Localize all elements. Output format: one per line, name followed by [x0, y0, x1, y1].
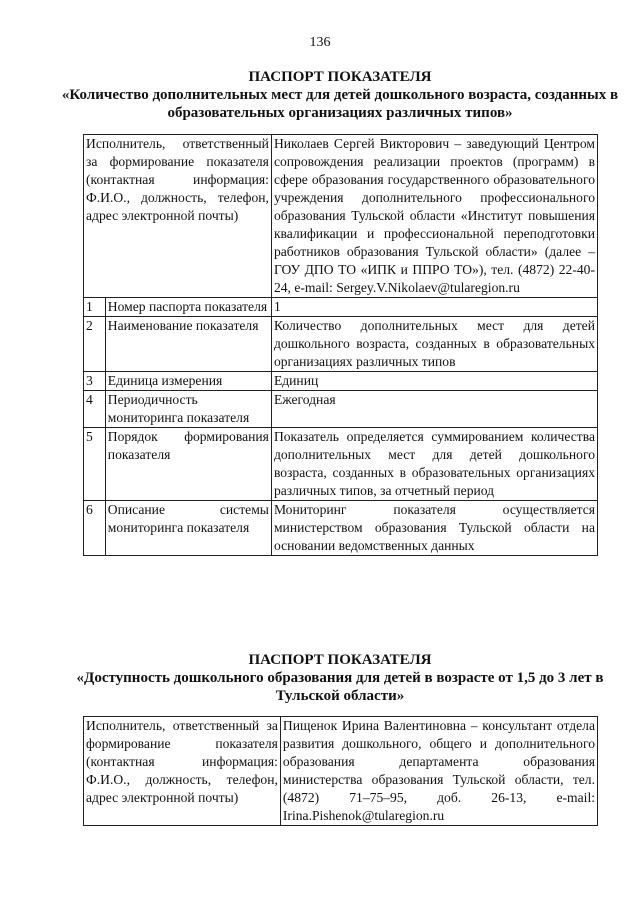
row-value: Ежегодная — [271, 391, 597, 428]
row-value: 1 — [271, 298, 597, 317]
passport1-subtitle: «Количество дополнительных мест для детей дошкольного возраста, созданных в образовательных организациях различных типов» — [61, 87, 619, 121]
row-value: Единиц — [271, 372, 597, 391]
row-label: Описание системы мониторинга показателя — [105, 501, 271, 556]
row-number: 3 — [84, 372, 106, 391]
row-label: Порядок формирования показателя — [105, 428, 271, 501]
row-number: 5 — [84, 428, 106, 501]
passport1-table — [83, 134, 598, 556]
row-value: Показатель определяется суммированием количества дополнительных мест для детей дошкольного возраста, созданных в образовательных организациях различных типов, за отчетный период — [271, 428, 597, 501]
executor-value: Пищенок Ирина Валентиновна – консультант отдела развития дошкольного, общего и дополнительного образования департамента образования министерства образования Тульской области, тел. (4872) 71–75–95, доб. 26-13, e-mail: Irina.Pishenok@tularegion.ru — [280, 717, 597, 826]
table-row — [84, 372, 598, 391]
page-number: 136 — [309, 35, 331, 50]
passport2-title — [60, 651, 620, 705]
row-value: Количество дополнительных мест для детей дошкольного возраста, созданных в образовательных организациях различных типов — [271, 317, 597, 372]
table-row — [84, 391, 598, 428]
passport1-title — [60, 68, 620, 122]
row-number: 1 — [84, 298, 106, 317]
executor-label: Исполнитель, ответственный за формирование показателя (контактная информация: Ф.И.О., должность, телефон, адрес электронной почты) — [84, 717, 281, 826]
executor-row — [84, 135, 598, 298]
table-row — [84, 298, 598, 317]
row-value: Мониторинг показателя осуществляется министерством образования Тульской области на основании ведомственных данных — [271, 501, 597, 556]
row-label: Наименование показателя — [105, 317, 271, 372]
table-row — [84, 317, 598, 372]
row-label: Периодичность мониторинга показателя — [105, 391, 271, 428]
table-row — [84, 428, 598, 501]
row-label: Номер паспорта показателя — [105, 298, 271, 317]
passport1-heading: ПАСПОРТ ПОКАЗАТЕЛЯ — [248, 69, 432, 85]
row-number: 6 — [84, 501, 106, 556]
row-number: 4 — [84, 391, 106, 428]
table-row — [84, 501, 598, 556]
passport2-heading: ПАСПОРТ ПОКАЗАТЕЛЯ — [248, 652, 432, 668]
executor-value: Николаев Сергей Викторович – заведующий Центром сопровождения реализации проектов (программ) в сфере образования государственного образовательного учреждения дополнительного профессионального образования Тульской области «Институт повышения квалификации и профессиональной переподготовки работников образования Тульской области» (далее – ГОУ ДПО ТО «ИПК и ППРО ТО»), тел. (4872) 22-40-24, e-mail: Sergey.V.Nikolaev@tularegion.ru — [271, 135, 597, 298]
executor-row — [84, 717, 598, 826]
executor-label: Исполнитель, ответственный за формирование показателя (контактная информация: Ф.И.О., должность, телефон, адрес электронной почты) — [84, 135, 272, 298]
row-number: 2 — [84, 317, 106, 372]
passport2-table — [83, 716, 598, 826]
passport2-subtitle: «Доступность дошкольного образования для детей в возрасте от 1,5 до 3 лет в Тульской области» — [76, 670, 604, 704]
row-label: Единица измерения — [105, 372, 271, 391]
